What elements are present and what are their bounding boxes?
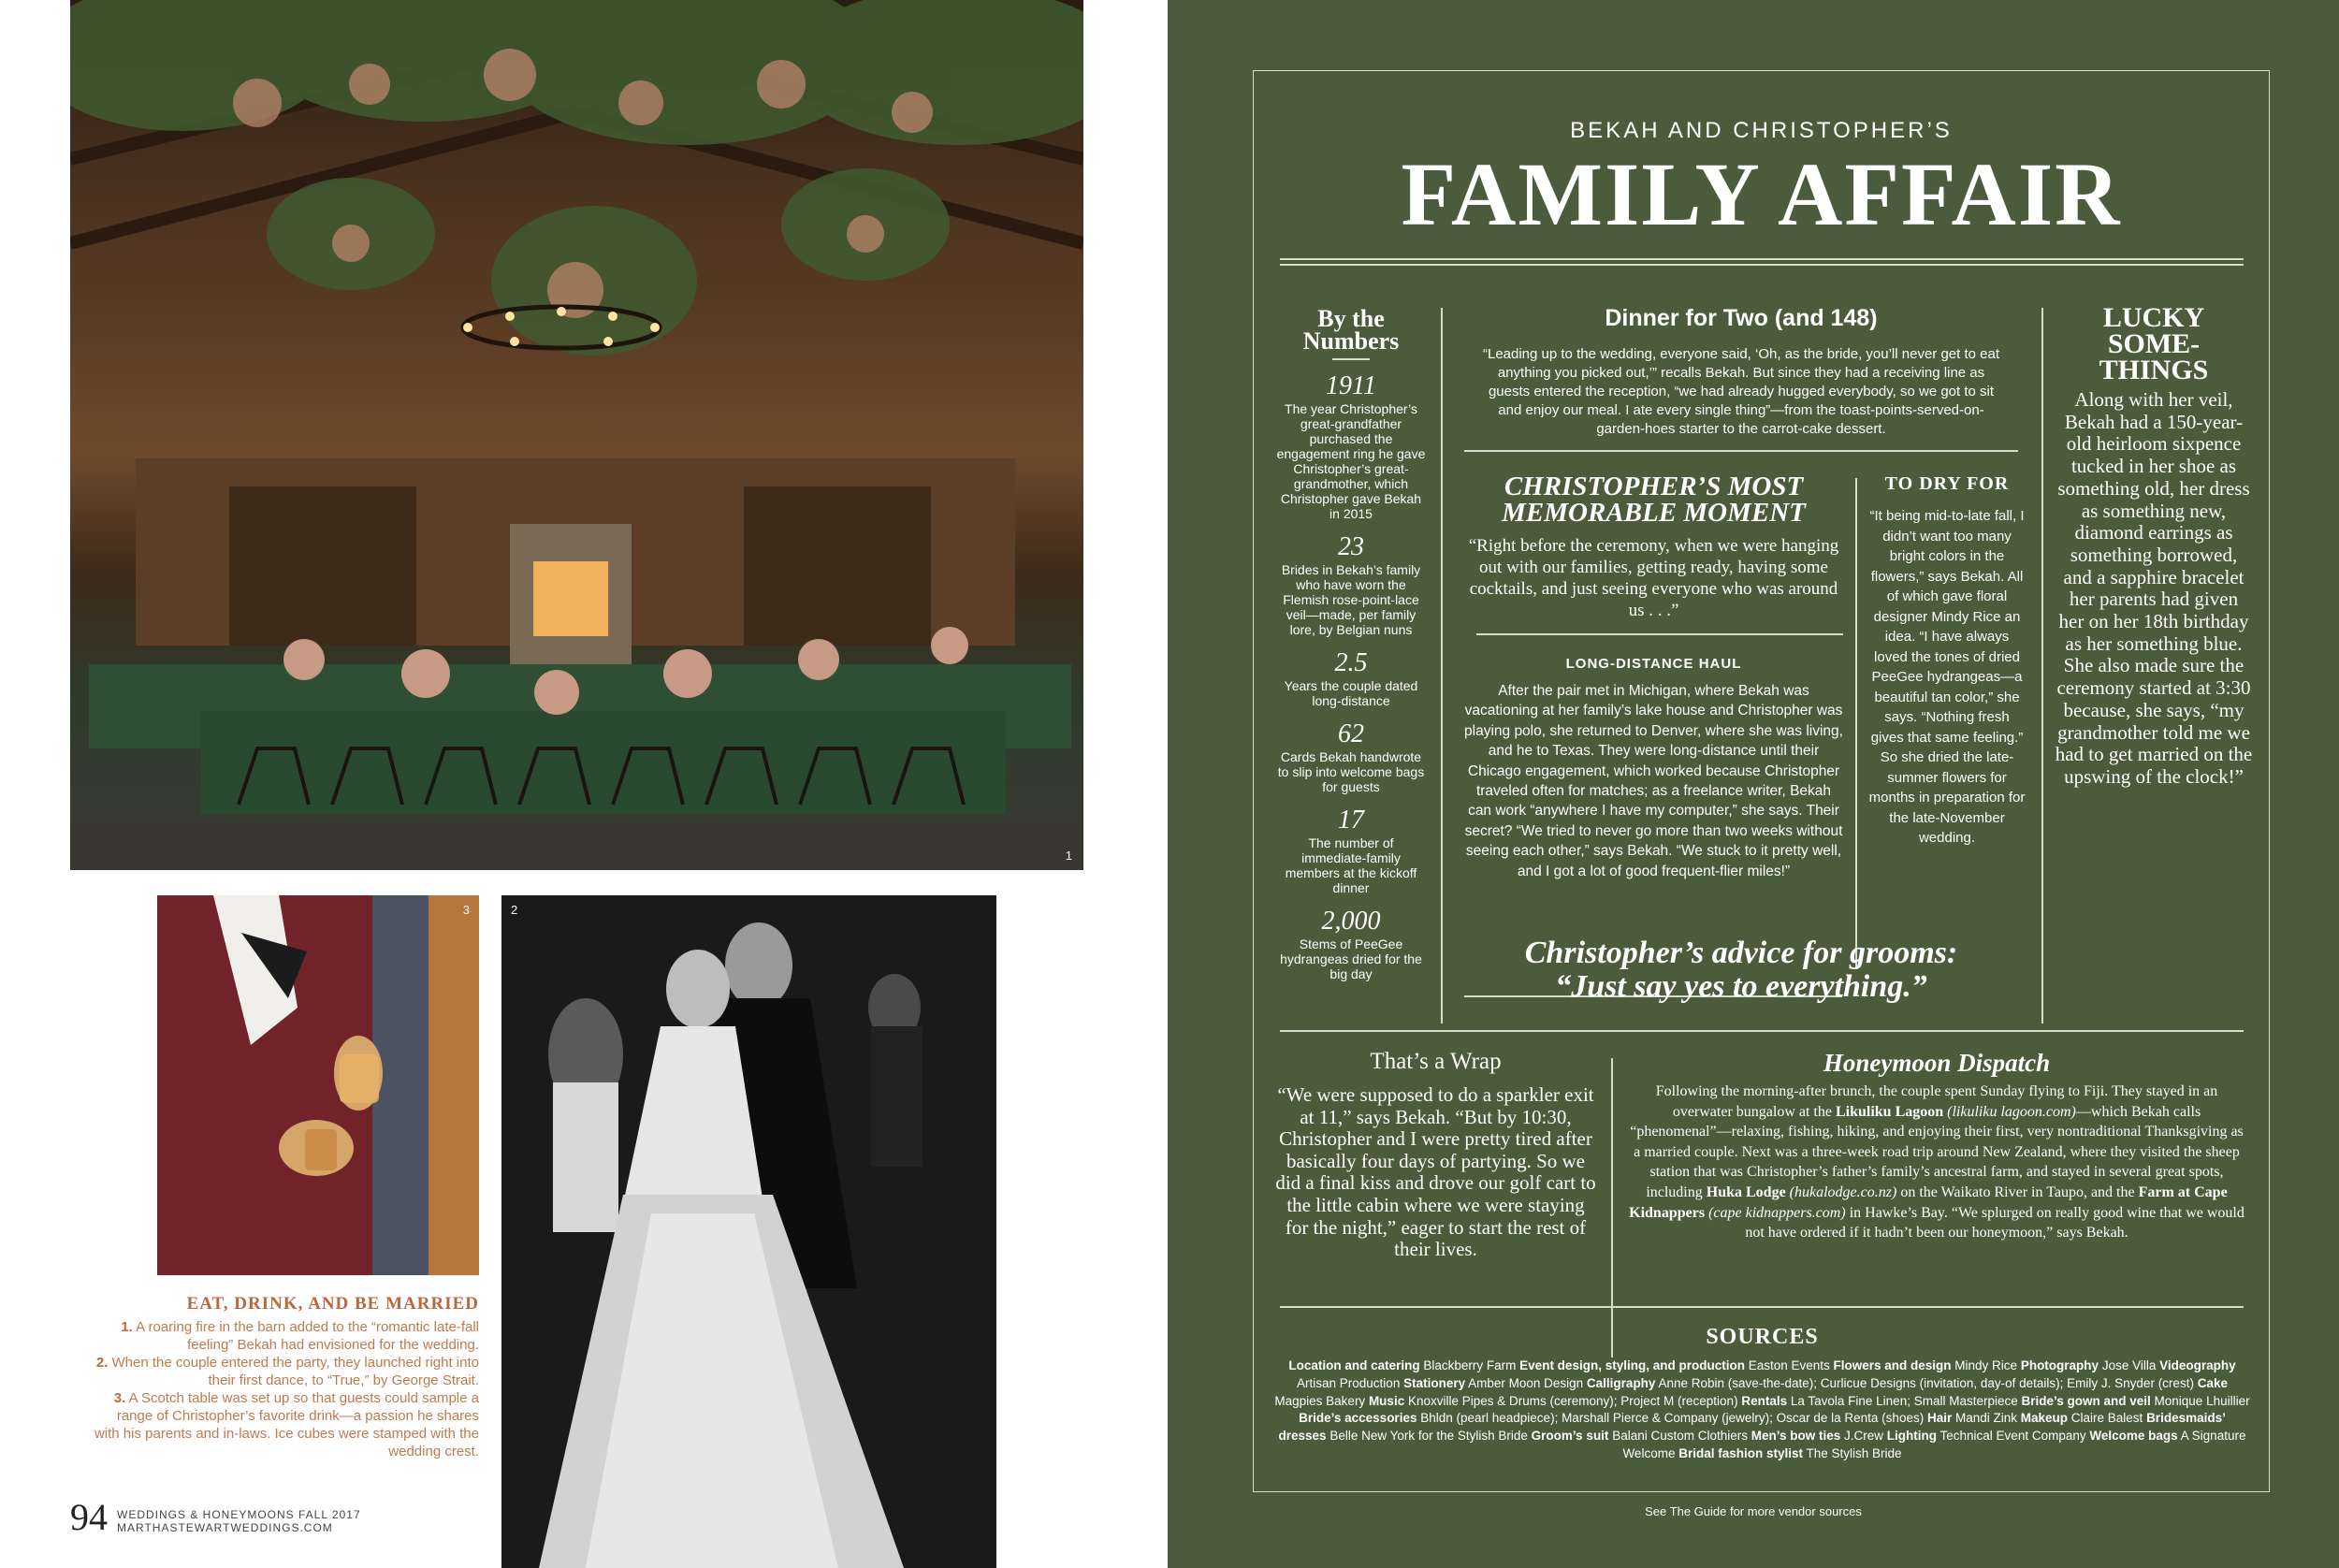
source-value: A Signature Welcome [1622,1429,2246,1460]
source-label: Photography [2020,1358,2099,1372]
divider-rule [1280,1030,2244,1032]
caption-title: EAT, DRINK, AND BE MARRIED [186,1294,479,1314]
source-entry [1741,1394,2021,1408]
to-dry-for-body: “It being mid-to-late fall, I didn’t want too many bright colors in the flowers,” says Bekah. All of which gave floral designer Mindy Rice an idea. “I have always loved the tones of dried PeeGee hydrangeas—a beautiful tan color,” she says. “Nothing fresh gives that same feeling.” So she dried the late-summer flowers for months in preparation for the late-November wedding. [1868,508,2026,846]
source-value: Mandi Zink [1952,1411,2021,1426]
source-label: Flowers and design [1833,1358,1952,1372]
source-label: Bride’s gown and veil [2021,1393,2151,1408]
divider-rule [1280,1306,2244,1308]
source-label: Bridesmaids’ dresses [1278,1411,2226,1444]
stat-value: 1911 [1326,370,1376,400]
source-label: Music [1368,1393,1405,1408]
source-value: Technical Event Company [1937,1429,2090,1444]
dinner-section [1464,305,2018,439]
right-page [1168,0,2339,1568]
caption-item: 1. A roaring fire in the barn added to the “romantic late-fall feeling” Bekah had envisioned for the wedding. [121,1319,479,1353]
sources-list [1274,1357,2250,1463]
divider-rule [2041,308,2043,1024]
sources-section [1274,1325,2250,1463]
long-distance-body: After the pair met in Michigan, where Bekah was vacationing at her family’s lake house and Christopher was playing polo, she returned to Denver, where she was living, and he to Texas. They were long-distance until their Chicago engagement, which worked because Christopher traveled often for matches; as a freelance writer, Bekah can work “anywhere I have my computer,” she says. Their secret? “We tried to never go more than two weeks without seeing each other,” says Bekah. “We stuck to it pretty well, and I got a lot of good frequent-flier miles!” [1464,683,1843,879]
source-value: Claire Balest [2068,1411,2147,1426]
lucky-title: LUCKY SOME- THINGS [2099,302,2209,385]
source-entry [1834,1358,2021,1372]
publication-issue: WEDDINGS & HONEYMOONS FALL 2017 [117,1508,361,1521]
stat-item [1274,907,1428,981]
long-distance-title: LONG-DISTANCE HAUL [1565,656,1742,672]
source-value: Mindy Rice [1951,1358,2021,1372]
dinner-body: “Leading up to the wedding, everyone said, ‘Oh, as the bride, you’ll never get to eat anything you picked out,’” recalls Bekah. But since they had a receiving line as guests entered the reception, “we had already hugged everybody, so we got to sit and enjoy our meal. I ate every single thing”—from the toast-points-served-on-garden-hoes starter to the carrot-cake dessert. [1482,346,2000,437]
advice-line: Christopher’s advice for grooms: [1524,936,1958,970]
source-entry [1369,1394,1741,1408]
page-folio [70,1496,361,1538]
scotch-table-photo [157,895,479,1275]
source-entry [1678,1446,1901,1460]
article-kicker: BEKAH AND CHRISTOPHER’S [1570,118,1953,143]
source-label: Makeup [2020,1411,2069,1426]
source-label: Lighting [1886,1429,1938,1444]
source-value: Bhldn (pearl headpiece); Marshall Pierce & Company (jewelry); Oscar de la Renta (shoes) [1416,1411,1927,1426]
memorable-moment-section [1464,473,1843,621]
source-entry [1751,1429,1887,1443]
wrap-section [1274,1049,1597,1261]
stat-description: Cards Bekah handwrote to slip into welcome bags for guests [1277,748,1425,794]
sources-title: SOURCES [1706,1325,1819,1349]
stat-value: 62 [1338,719,1364,748]
source-value: Knoxville Pipes & Drums (ceremony); Project M (reception) [1404,1393,1742,1408]
huka-lodge: Huka Lodge [1706,1183,1786,1200]
stat-value: 17 [1338,805,1364,835]
source-label: Event design, styling, and production [1519,1358,1745,1372]
scotch-table-illustration [157,895,479,1275]
advice-quote: “Just say yes to everything.” [1555,969,1927,1004]
source-value: Balani Custom Clothiers [1608,1429,1751,1444]
stat-item [1274,532,1428,637]
photo-number: 2 [511,903,518,917]
caption-item: 3. A Scotch table was set up so that guests could sample a range of Christopher’s favorite drink—a passion he shares with his parents and in-laws. Ice cubes were stamped with the wedding crest. [94,1390,479,1459]
source-value: Belle New York for the Stylish Bride [1326,1429,1532,1444]
source-value: Jose Villa [2099,1358,2160,1372]
source-value: Monique Lhuillier [2150,1393,2250,1408]
stat-value: 2,000 [1321,906,1381,936]
stat-description: The year Christopher’s great-grandfather purchased the engagement ring he gave Christopher’s great-grandmother, which Christopher gave Bekah in 2015 [1276,400,1426,521]
by-the-numbers [1274,305,1428,981]
by-numbers-heading: By the Numbers [1302,305,1400,355]
article-frame [1253,70,2270,1492]
stat-value: 23 [1338,531,1364,561]
source-entry [2022,1394,2250,1408]
stat-item [1274,648,1428,708]
barn-reception-illustration [70,0,1083,870]
stat-value: 2.5 [1334,647,1368,677]
stat-description: Stems of PeeGee hydrangeas dried for the big day [1280,936,1422,981]
source-label: Videography [2159,1358,2236,1372]
source-entry [1288,1358,1519,1372]
wrap-title: That’s a Wrap [1370,1049,1502,1074]
farm-at-cape-kidnappers: Farm at Cape Kidnappers [1629,1183,2228,1221]
divider-rule [1280,264,2244,266]
source-label: Calligraphy [1586,1375,1656,1390]
source-entry [2021,1358,2159,1372]
first-dance-photo [501,895,996,1568]
source-label: Men’s bow ties [1751,1429,1841,1444]
source-value: Anne Robin (save-the-date); Curlicue Designs (invitation, day-of details); Emily J. Snyder (crest) [1655,1375,2198,1390]
source-entry [1587,1376,2198,1390]
long-distance-section [1464,656,1843,881]
divider-rule [1855,478,1857,969]
photo-caption [94,1294,479,1460]
caption-item: 2. When the couple entered the party, they launched right into their first dance, to “True,” by George Strait. [95,1355,479,1388]
grooms-advice [1464,936,2018,1004]
source-entry [2021,1411,2146,1425]
source-label: Rentals [1741,1393,1788,1408]
page-number: 94 [70,1496,108,1538]
source-label: Location and catering [1288,1358,1420,1372]
source-entry [1519,1358,1833,1372]
source-label: Hair [1926,1411,1953,1426]
honeymoon-body: Following the morning-after brunch, the couple spent Sunday flying to Fiji. They stayed in an overwater bungalow at the Likuliku Lagoon (likuliku lagoon.com)—which Bekah calls “phenomenal”—relaxing, fishing, hiking, and enjoying their first, very nontraditional Thanksgiving as a married couple. Next was a three-week road trip around New Zealand, where they visited the sheep station that was Christopher’s father’s family’s ancestral farm, and stayed in several great spots, including Huka Lodge (hukalodge.co.nz) on the Waikato River in Taupo, and the Farm at Cape Kidnappers (cape kidnappers.com) in Hawke’s Bay. “We splurged on really good wine that we would not have ordered if it hadn’t been our honeymoon,” says Bekah. [1629,1083,2245,1241]
source-entry [1299,1411,1927,1425]
source-entry [1403,1376,1587,1390]
photo-number: 3 [462,903,470,917]
source-label: Bride’s accessories [1299,1411,1417,1426]
source-label: Stationery [1403,1375,1466,1390]
source-label: Groom’s suit [1531,1429,1609,1444]
memorable-body: “Right before the ceremony, when we were hanging out with our families, getting ready, having some cocktails, and just seeing everyone who was around us . . .” [1468,536,1839,620]
source-value: Magpies Bakery [1274,1393,1369,1408]
stat-item [1274,371,1428,521]
article-title: FAMILY AFFAIR [1401,144,2122,244]
source-value: Artisan Production [1297,1375,1404,1390]
divider-rule [1332,358,1370,360]
stat-description: Brides in Bekah’s family who have worn the Flemish rose-point-lace veil—made, per family lore, by Belgian nuns [1281,561,1421,637]
vendor-sources-note: See The Guide for more vendor sources [1645,1504,1862,1518]
divider-rule [1611,1058,1613,1357]
stat-description: Years the couple dated long-distance [1284,677,1418,708]
likuliku-lagoon: Likuliku Lagoon [1835,1103,1944,1120]
honeymoon-title: Honeymoon Dispatch [1823,1049,2051,1077]
divider-rule [1464,450,2018,452]
dinner-title: Dinner for Two (and 148) [1605,305,1878,331]
stat-item [1274,719,1428,794]
divider-rule [1280,258,2244,260]
source-value: The Stylish Bride [1803,1445,1902,1460]
publication-website: MARTHASTEWARTWEDDINGS.COM [117,1521,333,1534]
honeymoon-section [1628,1049,2245,1243]
wrap-body: “We were supposed to do a sparkler exit at 11,” says Bekah. “But by 10:30, Christopher and I were pretty tired after basically four days of partying. So we did a final kiss and drove our golf cart to the little cabin where we were staying for the night,” eager to start the rest of their lives. [1275,1083,1596,1261]
source-label: Cake [2197,1375,2228,1390]
divider-rule [1476,633,1843,635]
left-page [0,0,1168,1568]
source-entry [1887,1429,2090,1443]
publication-info [117,1508,361,1534]
lucky-body: Along with her veil, Bekah had a 150-year-old heirloom sixpence tucked in her shoe as something old, her dress as something new, diamond earrings as something borrowed, and a sapphire bracelet her parents had given her on her 18th birthday as her something blue. She also made sure the ceremony started at 3:30 because, she says, “my grandmother told me we had to get married on the upswing of the clock!” [2055,388,2253,788]
lucky-somethings [2055,302,2253,789]
to-dry-for-title: TO DRY FOR [1884,473,2010,494]
memorable-title: CHRISTOPHER’S MOST MEMORABLE MOMENT [1502,472,1806,528]
to-dry-for-section [1867,473,2027,849]
first-dance-illustration [501,895,996,1568]
stat-item [1274,806,1428,895]
source-entry [1532,1429,1751,1443]
barn-reception-photo [70,0,1083,870]
source-value: J.Crew [1840,1429,1887,1444]
source-value: Easton Events [1744,1358,1834,1372]
photo-number: 1 [1065,849,1072,863]
divider-rule [1441,308,1443,1024]
source-label: Welcome bags [2089,1429,2178,1444]
source-value: La Tavola Fine Linen; Small Masterpiece [1787,1393,2022,1408]
source-label: Bridal fashion stylist [1678,1445,1803,1460]
source-value: Amber Moon Design [1465,1375,1587,1390]
source-value: Blackberry Farm [1419,1358,1520,1372]
source-entry [1927,1411,2021,1425]
stat-description: The number of immediate-family members at the kickoff dinner [1285,835,1417,895]
